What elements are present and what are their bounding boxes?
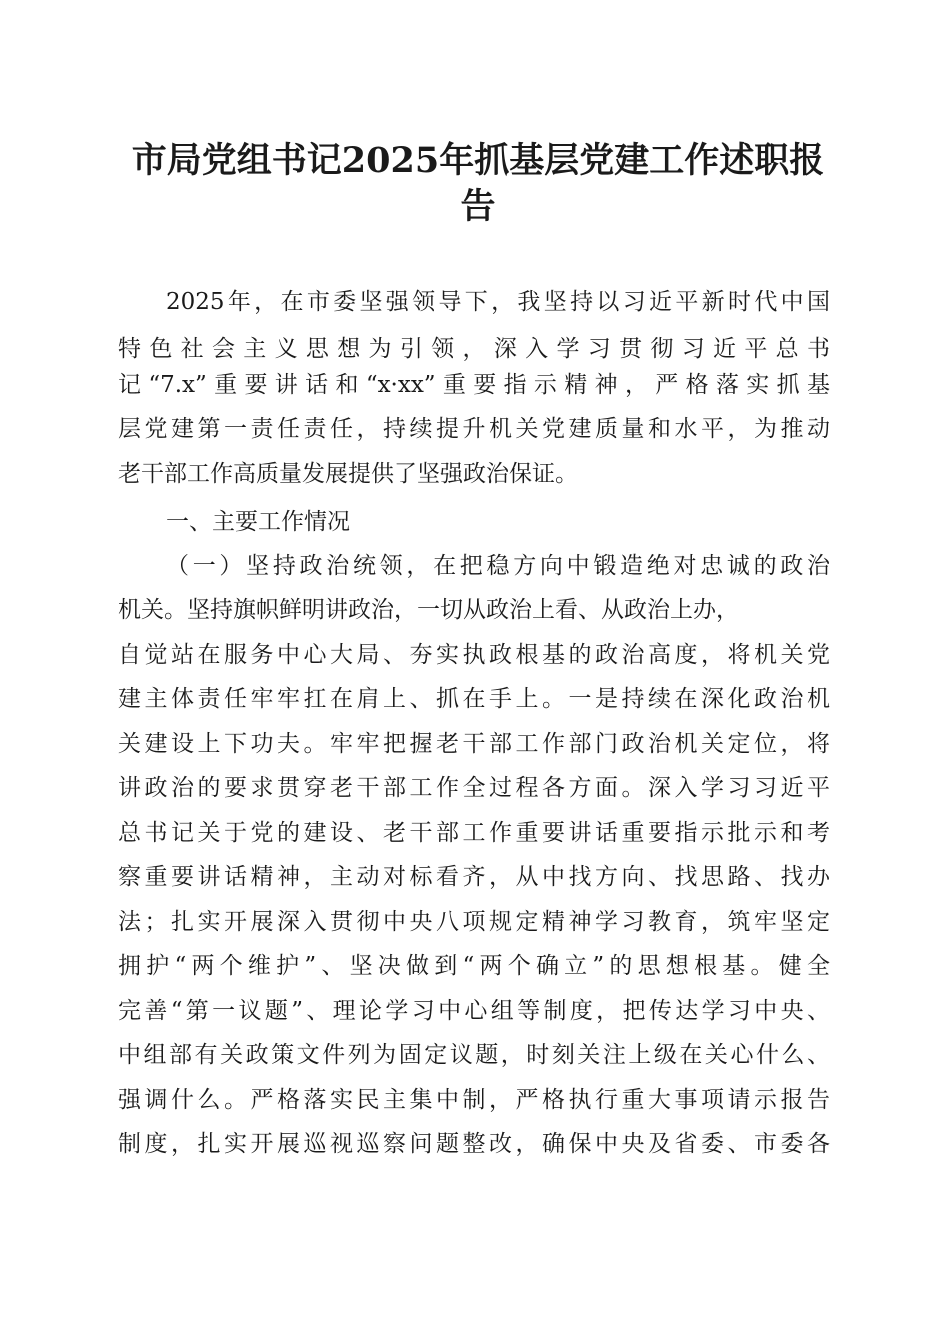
paragraph-line: 记“7.x”重要讲话和“x·xx”重要指示精神，严格落实抓基 (118, 372, 830, 398)
paragraph-line: 2025年，在市委坚强领导下，我坚持以习近平新时代中国 (166, 289, 830, 315)
paragraph-line: 讲政治的要求贯穿老干部工作全过程各方面。深入学习习近平 (118, 775, 830, 801)
paragraph-line: 老干部工作高质量发展提供了坚强政治保证。 (118, 461, 578, 487)
section-heading: 一、主要工作情况 (166, 509, 350, 535)
document-title: 市局党组书记2025年抓基层党建工作述职报告 (131, 140, 825, 227)
paragraph-line: （一）坚持政治统领，在把稳方向中锻造绝对忠诚的政治 (166, 553, 830, 579)
paragraph-line: 察重要讲话精神，主动对标看齐，从中找方向、找思路、找办 (118, 864, 830, 890)
paragraph-line: 总书记关于党的建设、老干部工作重要讲话重要指示批示和考 (118, 820, 830, 846)
paragraph-line: 机关。坚持旗帜鲜明讲政治，一切从政治上看、从政治上办， (118, 597, 739, 623)
paragraph-line: 中组部有关政策文件列为固定议题，时刻关注上级在关心什么、 (118, 1042, 830, 1068)
paragraph-line: 法；扎实开展深入贯彻中央八项规定精神学习教育，筑牢坚定 (118, 909, 830, 935)
paragraph-line: 建主体责任牢牢扛在肩上、抓在手上。一是持续在深化政治机 (118, 686, 830, 712)
paragraph-line: 自觉站在服务中心大局、夯实执政根基的政治高度，将机关党 (118, 642, 830, 668)
paragraph-line: 拥护“两个维护”、坚决做到“两个确立”的思想根基。健全 (118, 953, 830, 979)
paragraph-line: 制度，扎实开展巡视巡察问题整改，确保中央及省委、市委各 (118, 1131, 830, 1157)
paragraph-line: 特色社会主义思想为引领，深入学习贯彻习近平总书 (118, 336, 830, 362)
paragraph-line: 关建设上下功夫。牢牢把握老干部工作部门政治机关定位，将 (118, 731, 830, 757)
paragraph-line: 强调什么。严格落实民主集中制，严格执行重大事项请示报告 (118, 1087, 830, 1113)
paragraph-line: 层党建第一责任责任，持续提升机关党建质量和水平，为推动 (118, 416, 830, 442)
paragraph-line: 完善“第一议题”、理论学习中心组等制度，把传达学习中央、 (118, 998, 830, 1024)
